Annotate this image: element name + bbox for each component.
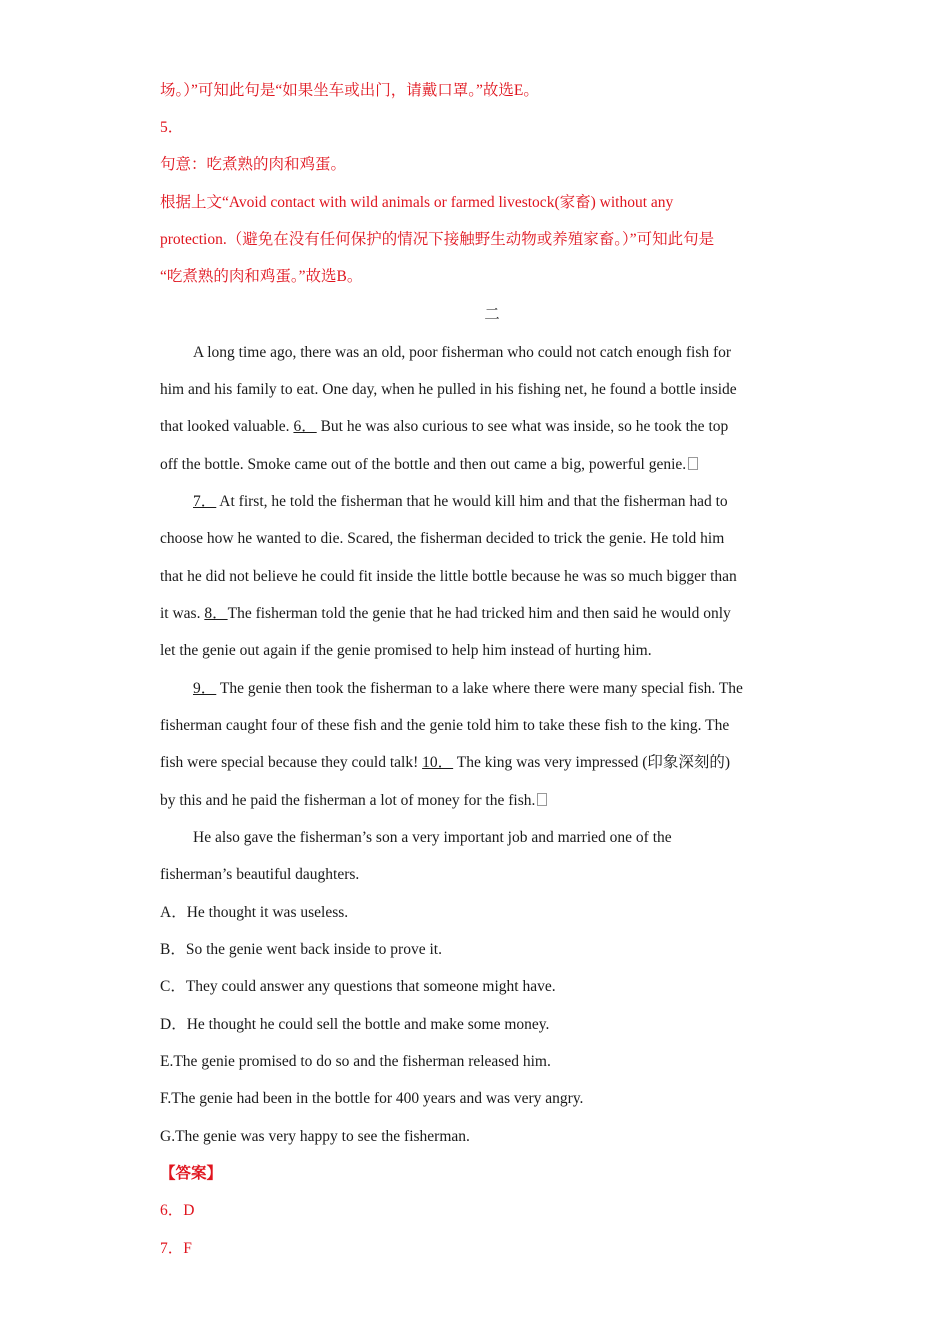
- passage-p2-line-3: that he did not believe he could fit inside the little bottle because he was so much bigger than: [160, 568, 737, 585]
- passage-text: off the bottle. Smoke came out of the bottle and then out came a big, powerful genie.: [160, 456, 687, 473]
- passage-text: But he was also curious to see what was inside, so he took the top: [316, 418, 729, 435]
- passage-text: The fisherman told the genie that he had tricked him and then said he would only: [227, 605, 731, 622]
- passage-p2-line-1: [193, 492, 728, 512]
- passage-text: that looked valuable.: [160, 418, 294, 435]
- passage-p3-line-3: [160, 753, 730, 773]
- passage-p3-line-1: [193, 679, 743, 699]
- section-number: 二: [484, 306, 500, 323]
- passage-p3-line-2: fisherman caught four of these fish and the genie told him to take these fish to the king. The: [160, 717, 730, 734]
- passage-p1-line-3: [160, 417, 728, 437]
- passage-p2-line-5: let the genie out again if the genie promised to help him instead of hurting him.: [160, 642, 652, 659]
- blank-9: 9．: [193, 680, 217, 697]
- option-f: F.The genie had been in the bottle for 400 years and was very angry.: [160, 1090, 584, 1107]
- option-a: A．He thought it was useless.: [160, 904, 349, 921]
- explanation-line: 场。）”可知此句是“如果坐车或出门，请戴口罩。”故选E。: [160, 82, 539, 99]
- passage-p2-line-4: [160, 604, 731, 624]
- blank-10: 10．: [422, 754, 454, 771]
- passage-p4-line-1: He also gave the fisherman’s son a very important job and married one of the: [193, 829, 672, 846]
- passage-text: it was.: [160, 605, 205, 622]
- option-d: D．He thought he could sell the bottle and make some money.: [160, 1016, 550, 1033]
- blank-6: 6．: [293, 418, 317, 435]
- answer-7: 7．F: [160, 1240, 192, 1257]
- option-b: B．So the genie went back inside to prove it.: [160, 941, 442, 958]
- passage-text: The king was very impressed (印象深刻的): [453, 754, 731, 771]
- answer-6: 6．D: [160, 1202, 195, 1219]
- passage-p1-line-1: A long time ago, there was an old, poor fisherman who could not catch enough fish for: [193, 344, 732, 361]
- option-c: C．They could answer any questions that someone might have.: [160, 978, 556, 995]
- passage-text: The genie then took the fisherman to a lake where there were many special fish. The: [216, 680, 743, 697]
- passage-text: At first, he told the fisherman that he would kill him and that the fisherman had to: [216, 493, 728, 510]
- option-e: E.The genie promised to do so and the fisherman released him.: [160, 1053, 551, 1070]
- option-g: G.The genie was very happy to see the fisherman.: [160, 1128, 470, 1145]
- q5-explanation-line-1: 根据上文“Avoid contact with wild animals or farmed livestock(家畜) without any: [160, 194, 674, 211]
- blank-8: 8．: [204, 605, 228, 622]
- passage-p3-line-4: [160, 791, 547, 811]
- question-number-5: 5．: [160, 119, 184, 136]
- placeholder-box-icon: [688, 457, 698, 470]
- answer-heading: 【答案】: [160, 1165, 223, 1182]
- passage-text: by this and he paid the fisherman a lot of money for the fish.: [160, 792, 536, 809]
- passage-p4-line-2: fisherman’s beautiful daughters.: [160, 866, 360, 883]
- passage-text: fish were special because they could talk!: [160, 754, 423, 771]
- blank-7: 7．: [193, 493, 217, 510]
- passage-p1-line-4: [160, 455, 698, 475]
- q5-meaning: 句意：吃煮熟的肉和鸡蛋。: [160, 156, 347, 173]
- placeholder-box-icon: [537, 793, 547, 806]
- q5-explanation-line-3: “吃煮熟的肉和鸡蛋。”故选B。: [160, 268, 363, 285]
- q5-explanation-line-2: protection.（避免在没有任何保护的情况下接触野生动物或养殖家畜。）”可知此句是: [160, 231, 715, 248]
- passage-p2-line-2: choose how he wanted to die. Scared, the fisherman decided to trick the genie. He told him: [160, 530, 725, 547]
- passage-p1-line-2: him and his family to eat. One day, when he pulled in his fishing net, he found a bottle inside: [160, 381, 737, 398]
